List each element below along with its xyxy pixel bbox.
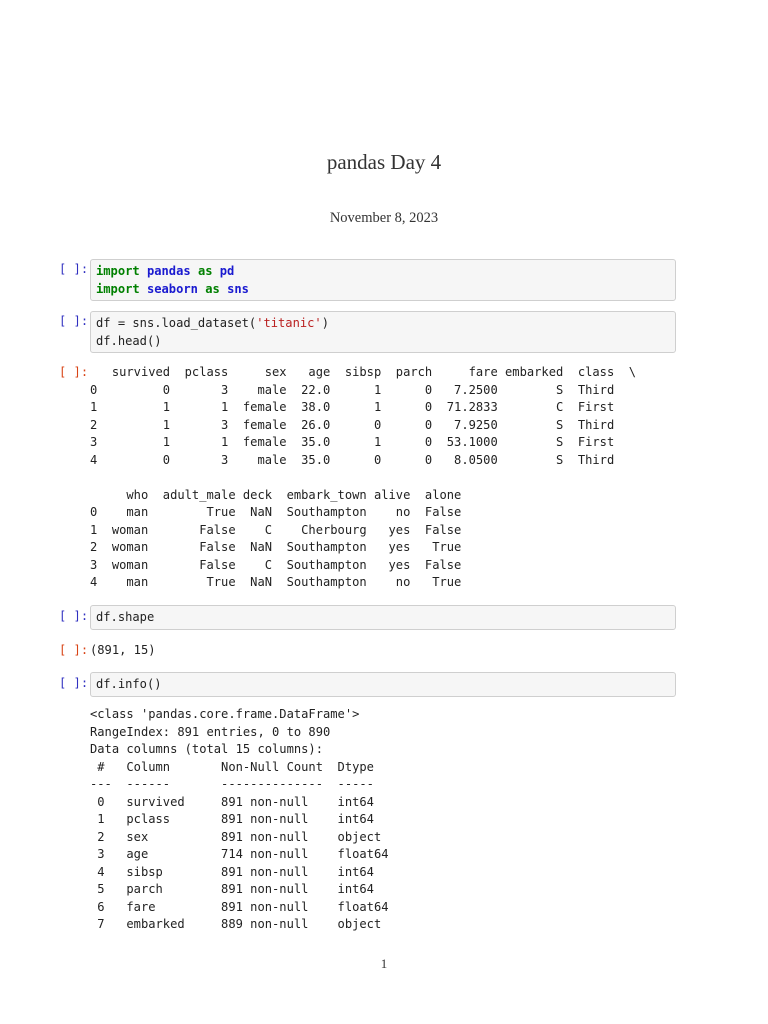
output-line: 3 1 1 female 35.0 1 0 53.1000 S First (90, 435, 615, 449)
code-token (140, 264, 147, 278)
output-line: 2 1 3 female 26.0 0 0 7.9250 S Third (90, 417, 615, 432)
code-token: import (96, 281, 140, 296)
code-cell-info[interactable] (90, 672, 676, 697)
code-token: pandas (146, 264, 191, 278)
output-line: <class 'pandas.core.frame.DataFrame'> (90, 707, 360, 721)
output-line: 3 age 714 non-null float64 (90, 847, 389, 861)
output-line: 2 sex 891 non-null object (90, 829, 382, 844)
output-line: 0 0 3 male 22.0 1 0 7.2500 S Third (90, 382, 615, 397)
code-line (96, 609, 670, 627)
input-prompt-shape: [ ]: (59, 609, 89, 623)
code-token (140, 282, 147, 296)
code-line (96, 263, 670, 281)
page-number: 1 (380, 956, 388, 971)
output-line: --- ------ -------------- ----- (90, 777, 374, 791)
document-date: November 8, 2023 (329, 210, 439, 226)
code-token: df.info() (96, 677, 162, 691)
code-token: df = sns.load_dataset( (96, 316, 257, 330)
code-token: as (205, 281, 220, 296)
output-line: (891, 15) (90, 643, 156, 657)
output-line: 1 woman False C Cherbourg yes False (90, 522, 462, 537)
output-line: who adult_male deck embark_town alive alone (90, 487, 462, 502)
code-cell-shape[interactable] (90, 605, 676, 630)
code-token: df.head() (96, 333, 162, 348)
output-line: 5 parch 891 non-null int64 (90, 882, 374, 896)
output-prompt-head: [ ]: (59, 365, 89, 379)
output-line: 7 embarked 889 non-null object (90, 917, 382, 931)
code-token: df.shape (96, 610, 155, 624)
output-line: 2 woman False NaN Southampton yes True (90, 540, 462, 554)
output-info (90, 706, 389, 934)
code-token (213, 264, 220, 278)
output-head (90, 364, 636, 592)
input-prompt-load: [ ]: (59, 314, 89, 328)
output-shape (90, 642, 156, 660)
code-line (96, 676, 670, 694)
code-token: ) (321, 316, 329, 330)
code-token: import (96, 264, 140, 278)
code-token: sns (227, 281, 249, 296)
output-line: # Column Non-Null Count Dtype (90, 759, 374, 774)
output-line: 3 woman False C Southampton yes False (90, 557, 462, 572)
code-line (96, 333, 670, 351)
code-cell-load[interactable] (90, 311, 676, 353)
input-prompt-info: [ ]: (59, 676, 89, 690)
output-line: 4 0 3 male 35.0 0 0 8.0500 S Third (90, 452, 615, 467)
output-line: Data columns (total 15 columns): (90, 742, 323, 756)
output-line: 4 sibsp 891 non-null int64 (90, 864, 374, 879)
output-line (90, 469, 636, 487)
output-line: 1 pclass 891 non-null int64 (90, 812, 374, 826)
code-token: 'titanic' (256, 316, 322, 330)
code-token (191, 264, 198, 278)
output-line: 4 man True NaN Southampton no True (90, 575, 462, 589)
input-prompt-import: [ ]: (59, 262, 89, 276)
output-line: 6 fare 891 non-null float64 (90, 899, 389, 914)
code-token: seaborn (146, 281, 198, 296)
code-line (96, 315, 670, 333)
output-line: RangeIndex: 891 entries, 0 to 890 (90, 724, 331, 739)
document-title: pandas Day 4 (326, 150, 442, 174)
code-token (220, 282, 227, 296)
output-line: 0 survived 891 non-null int64 (90, 794, 374, 809)
code-token: pd (219, 264, 235, 278)
code-token: as (197, 264, 213, 278)
output-line: 0 man True NaN Southampton no False (90, 505, 462, 519)
code-line (96, 281, 670, 299)
code-cell-import[interactable] (90, 259, 676, 301)
output-prompt-shape: [ ]: (59, 643, 89, 657)
output-line: 1 1 1 female 38.0 1 0 71.2833 C First (90, 400, 615, 414)
output-line: survived pclass sex age sibsp parch fare embarked class \ (90, 365, 637, 379)
